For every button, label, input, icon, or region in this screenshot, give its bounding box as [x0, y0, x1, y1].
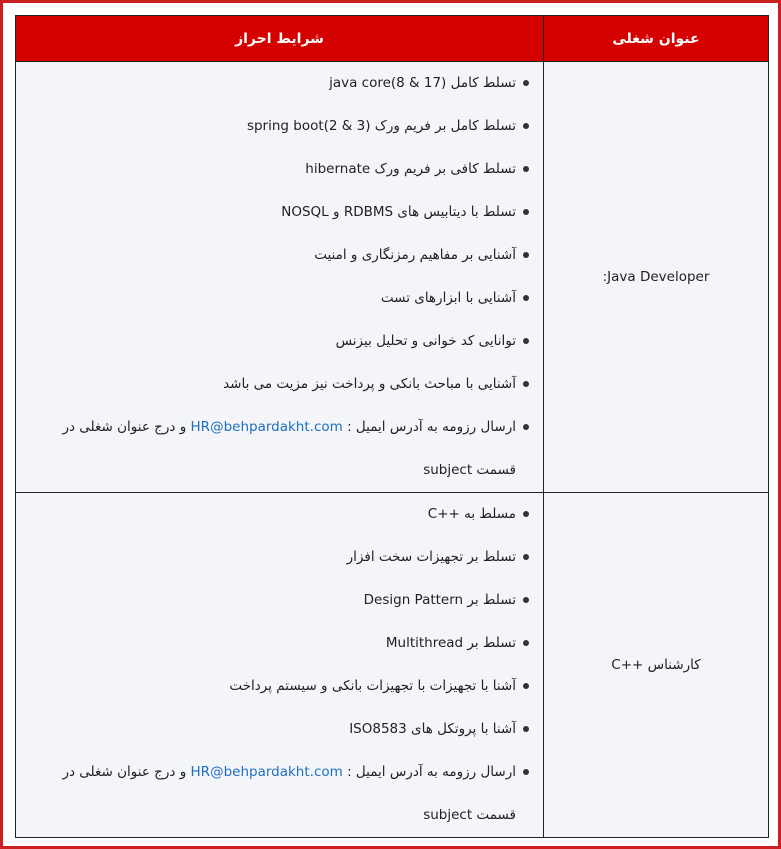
list-item: آشنا با پروتکل های ISO8583 [30, 708, 531, 751]
email-link[interactable]: HR@behpardakht.com [190, 419, 343, 435]
list-item: تسلط بر Multithread [30, 622, 531, 665]
email-suffix: و درج عنوان شغلی در قسمت subject [62, 764, 516, 823]
list-item: آشنایی با ابزارهای تست [30, 277, 531, 320]
list-item: توانایی کد خوانی و تحلیل بیزنس [30, 320, 531, 363]
email-prefix: ارسال رزومه به آدرس ایمیل : [342, 419, 516, 435]
email-link[interactable]: HR@behpardakht.com [190, 764, 343, 780]
list-item: تسلط کامل بر فریم ورک spring boot(2 & 3) [30, 105, 531, 148]
email-list-item [30, 406, 531, 492]
requirements-list [30, 62, 531, 492]
list-item: تسلط بر Design Pattern [30, 579, 531, 622]
header-requirements: شرایط احراز [16, 16, 544, 62]
job-title-cell [544, 493, 769, 838]
job-title: کارشناس ++C [611, 657, 701, 673]
requirements-cell [16, 493, 544, 838]
job-requirements-table [15, 15, 769, 838]
list-item: تسلط بر تجهیزات سخت افزار [30, 536, 531, 579]
email-list-item [30, 751, 531, 837]
email-suffix: و درج عنوان شغلی در قسمت subject [62, 419, 516, 478]
table-row-java-developer [16, 62, 769, 493]
email-prefix: ارسال رزومه به آدرس ایمیل : [342, 764, 516, 780]
table-row-cpp-specialist [16, 493, 769, 838]
list-item: آشنایی بر مفاهیم رمزنگاری و امنیت [30, 234, 531, 277]
requirements-list [30, 493, 531, 837]
list-item: تسلط با دیتابیس های RDBMS و NOSQL [30, 191, 531, 234]
list-item: آشنایی با مباحث بانکی و پرداخت نیز مزیت می باشد [30, 363, 531, 406]
list-item: تسلط کافی بر فریم ورک hibernate [30, 148, 531, 191]
job-title-cell [544, 62, 769, 493]
list-item: آشنا با تجهیزات با تجهیزات بانکی و سیستم پرداخت [30, 665, 531, 708]
table-header-row [16, 16, 769, 62]
job-title: Java Developer: [602, 269, 710, 285]
requirements-cell [16, 62, 544, 493]
list-item: تسلط کامل java core(8 & 17) [30, 62, 531, 105]
header-job-title: عنوان شغلی [544, 16, 769, 62]
list-item: مسلط به ++C [30, 493, 531, 536]
